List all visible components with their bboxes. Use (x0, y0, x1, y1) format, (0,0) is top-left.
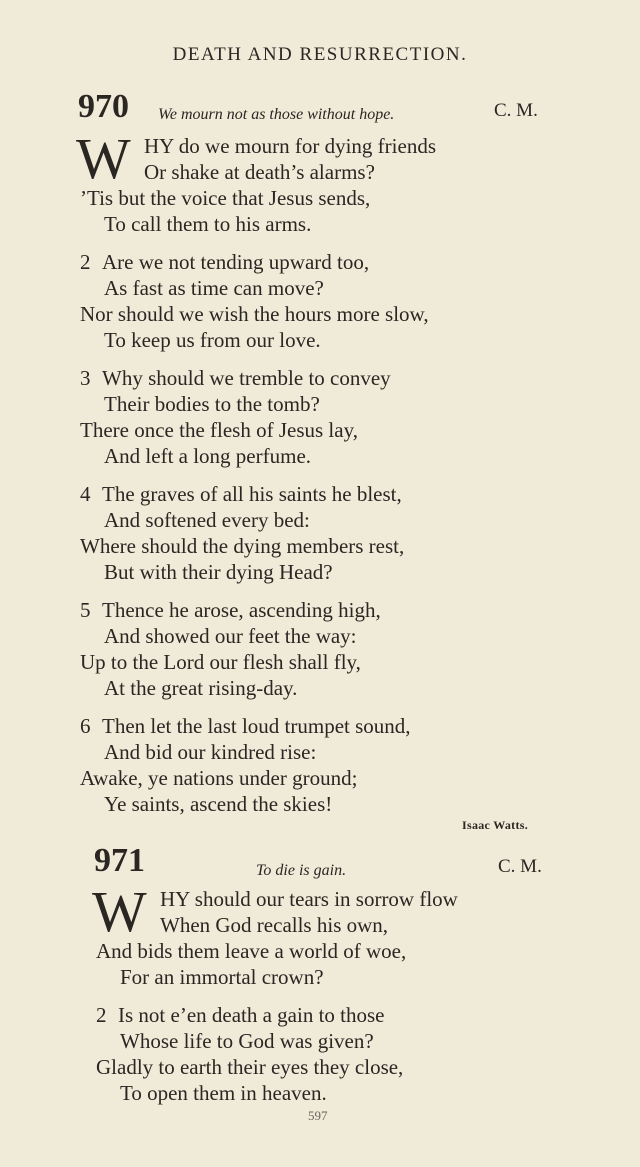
verse-line: Whose life to God was given? (120, 1029, 374, 1053)
verse-line: 6 Then let the last loud trumpet sound, (80, 714, 411, 738)
drop-cap: W (92, 879, 147, 944)
stanza-number: 3 (80, 366, 91, 390)
verse-line: 5 Thence he arose, ascending high, (80, 598, 381, 622)
verse-line: Nor should we wish the hours more slow, (80, 302, 429, 326)
stanza-number: 2 (80, 250, 91, 274)
hymn-meter: C. M. (498, 856, 542, 877)
hymn-number: 971 (94, 842, 145, 879)
running-head: DEATH AND RESURRECTION. (172, 44, 468, 65)
verse-line: ’Tis but the voice that Jesus sends, (80, 186, 371, 210)
verse-line: To call them to his arms. (104, 212, 312, 236)
verse-line: Awake, ye nations under ground; (80, 766, 358, 790)
verse-line: And left a long perfume. (104, 444, 312, 468)
verse-line: Gladly to earth their eyes they close, (96, 1055, 404, 1079)
verse-line: Where should the dying members rest, (80, 534, 405, 558)
hymn-971-header (0, 842, 640, 882)
verse-line: And bid our kindred rise: (104, 740, 317, 764)
hymn-author: Isaac Watts. (462, 818, 529, 832)
stanza-number: 2 (96, 1003, 107, 1027)
verse-line: But with their dying Head? (104, 560, 333, 584)
verse-line: There once the flesh of Jesus lay, (80, 418, 358, 442)
hymn-number: 970 (78, 88, 129, 125)
verse-line: As fast as time can move? (104, 276, 324, 300)
hymn-title: We mourn not as those without hope. (158, 106, 395, 123)
hymn-970-header (0, 88, 640, 128)
verse-line: Their bodies to the tomb? (104, 392, 320, 416)
verse-line: At the great rising-day. (104, 676, 298, 700)
verse-line: Up to the Lord our flesh shall fly, (80, 650, 361, 674)
verse-line: To open them in heaven. (120, 1081, 327, 1105)
verse-line: Ye saints, ascend the skies! (104, 792, 333, 816)
verse-line: 2 Are we not tending upward too, (80, 250, 370, 274)
stanza-number: 4 (80, 482, 91, 506)
verse-line: And showed our feet the way: (104, 624, 357, 648)
verse-line: HY do we mourn for dying friends (144, 134, 437, 158)
verse-line: When God recalls his own, (160, 913, 389, 937)
hymn-meter: C. M. (494, 100, 538, 121)
drop-cap: W (76, 126, 131, 191)
page-number: 597 (308, 1108, 328, 1123)
verse-line: To keep us from our love. (104, 328, 321, 352)
stanza-number: 6 (80, 714, 91, 738)
verse-line: 4 The graves of all his saints he blest, (80, 482, 402, 506)
verse-line: HY should our tears in sorrow flow (160, 887, 458, 911)
verse-line: And bids them leave a world of woe, (96, 939, 407, 963)
verse-line: Or shake at death’s alarms? (144, 160, 375, 184)
verse-line: 2 Is not e’en death a gain to those (96, 1003, 385, 1027)
stanza-number: 5 (80, 598, 91, 622)
hymn-title: To die is gain. (256, 862, 347, 879)
verse-line: 3 Why should we tremble to convey (80, 366, 391, 390)
verse-line: And softened every bed: (104, 508, 310, 532)
verse-line: For an immortal crown? (120, 965, 324, 989)
